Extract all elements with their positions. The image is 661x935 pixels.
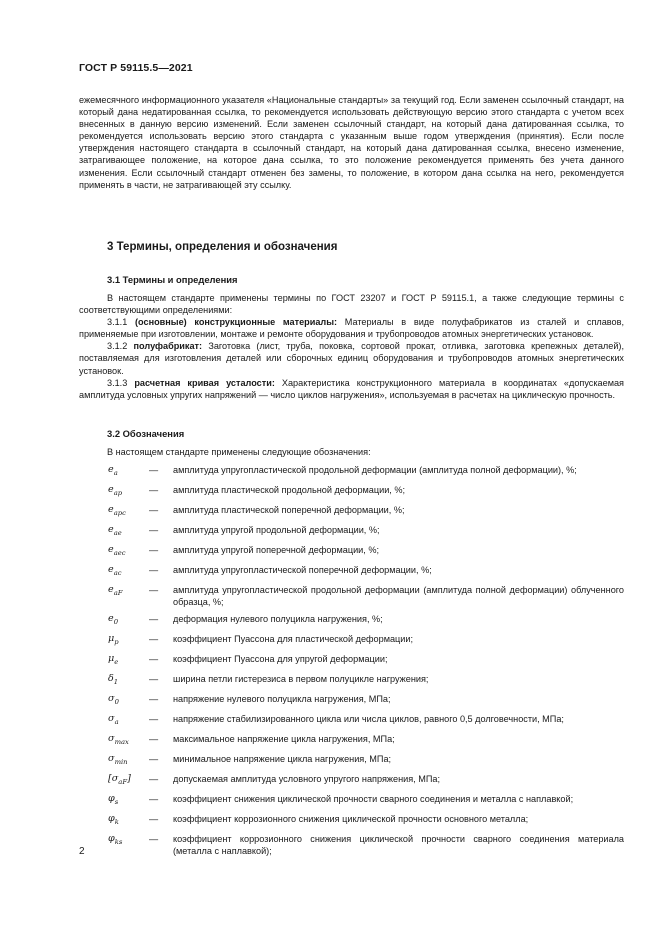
symbol-subscript: aF (113, 588, 123, 597)
symbol-description: ширина петли гистерезиса в первом полуцикле нагружения; (173, 674, 429, 685)
symbol-row (79, 504, 624, 519)
symbol-subscript: p (114, 638, 119, 647)
symbol-dash: — (149, 694, 159, 705)
symbol-subscript: ap (113, 488, 123, 497)
symbol-dash: — (149, 485, 159, 495)
symbol (108, 653, 149, 668)
symbol (108, 524, 149, 539)
symbol-row (79, 833, 624, 857)
symbol-base: e (108, 504, 114, 515)
symbol-row (79, 564, 624, 579)
symbol-description: амплитуда упругой поперечной деформации, %; (173, 545, 379, 555)
symbol (108, 793, 149, 808)
subsection-3-2-title: 3.2 Обозначения (107, 428, 185, 439)
section-3-title: 3 Термины, определения и обозначения (107, 241, 338, 253)
symbol (108, 693, 149, 708)
term-name: расчетная кривая усталости: (134, 377, 275, 388)
term-3-1-1 (79, 316, 624, 340)
term-number: 3.1.3 (107, 377, 135, 388)
term-3-1-2 (79, 340, 624, 376)
symbol-description: коэффициент снижения циклической прочности сварного соединения и металла с наплавкой; (173, 794, 574, 805)
symbol-subscript: 0 (113, 618, 119, 627)
symbol-row (79, 773, 624, 788)
symbol-dash: — (149, 465, 159, 475)
symbol-description: амплитуда упругопластической продольной деформации (амплитуда полной деформации) облученного образца, %; (173, 585, 624, 608)
symbol (108, 613, 149, 628)
symbol-row (79, 544, 624, 559)
symbol-base: [σ (108, 773, 119, 785)
symbol-base: e (108, 464, 114, 475)
symbol-description: напряжение стабилизированного цикла или числа циклов, равного 0,5 долговечности, МПа; (173, 714, 564, 725)
symbol-description: максимальное напряжение цикла нагружения, МПа; (173, 734, 395, 745)
symbol-dash: — (149, 565, 159, 575)
symbol (108, 564, 149, 579)
symbol (108, 544, 149, 559)
symbol-dash: — (149, 634, 159, 645)
symbol (108, 713, 149, 728)
symbol-base: μ (108, 653, 115, 665)
symbol-row (79, 524, 624, 539)
term-number: 3.1.1 (107, 317, 135, 328)
symbol-dash: — (149, 754, 159, 765)
symbol-base: e (108, 524, 114, 535)
symbol-base: φ (108, 793, 115, 805)
symbol-row (79, 813, 624, 828)
symbol-subscript: ac (113, 568, 122, 577)
symbol-subscript: max (114, 738, 129, 747)
symbol-description: коэффициент коррозионного снижения циклической прочности основного металла; (173, 814, 529, 825)
symbol-tail: ] (127, 773, 131, 785)
symbol-subscript: s (114, 798, 119, 807)
symbol-base: e (108, 564, 114, 575)
symbol-row (79, 733, 624, 748)
symbol-row (79, 653, 624, 668)
symbol-subscript: min (114, 758, 128, 767)
symbol-dash: — (149, 794, 159, 805)
symbol-base: δ (108, 673, 114, 685)
symbol-description: амплитуда пластической поперечной деформации, %; (173, 505, 405, 515)
symbol-description: деформация нулевого полуцикла нагружения, %; (173, 614, 383, 625)
symbol (108, 813, 149, 828)
symbol-dash: — (149, 734, 159, 745)
symbol-base: σ (108, 733, 115, 745)
symbol-row (79, 613, 624, 628)
symbol-subscript: k (114, 818, 119, 827)
intro-text: ежемесячного информационного указателя «Национальные стандарты» за текущий год. Если заменен ссылочный стандарт, на который дана недатированная ссылка, то рекомендуется использовать действующую версию этого стандарта с учетом всех внесенных в данную версию изменений. Если заменен ссылочный стандарт, на который дана датированная ссылка, то рекомендуется использовать версию этого стандарта с указанным выше годом утверждения (принятия). Если после утверждения настоящего стандарта в ссылочный стандарт, на который дана датированная ссылка, внесено изменение, затрагивающее положение, на которое дана ссылка, то это положение рекомендуется применять без учета данного изменения. Если ссылочный стандарт отменен без замены, то положение, в котором дана ссылка на него, рекомендуется применять в части, не затрагивающей эту ссылку. (79, 95, 624, 190)
symbol (108, 733, 149, 748)
intro-paragraph (79, 94, 624, 191)
symbol-description: коэффициент Пуассона для упругой деформации; (173, 654, 388, 665)
symbol-dash: — (149, 774, 159, 785)
symbol-row (79, 713, 624, 728)
symbol (108, 773, 149, 788)
symbols-list (79, 464, 624, 862)
document-header: ГОСТ Р 59115.5—2021 (79, 62, 193, 74)
symbol (108, 753, 149, 768)
symbol-description: минимальное напряжение цикла нагружения, МПа; (173, 754, 392, 765)
symbol-dash: — (149, 545, 159, 555)
symbol (108, 464, 149, 479)
symbol-row (79, 633, 624, 648)
symbol-description: амплитуда упругопластической продольной деформации (амплитуда полной деформации), %; (173, 465, 577, 475)
symbol (108, 833, 149, 857)
term-number: 3.1.2 (107, 341, 134, 352)
symbol-base: e (108, 484, 114, 495)
symbol (108, 584, 149, 608)
symbol-subscript: aF (118, 778, 128, 787)
term-definition: Заготовка (лист, труба, поковка, сортовой прокат, отливка, заготовка крепежных деталей), поставляемая для изготовления деталей или сборочных единиц оборудования и трубопроводов атомных энергетических установок. (79, 341, 624, 376)
symbol-dash: — (149, 654, 159, 665)
subsection-3-1-title: 3.1 Термины и определения (107, 274, 238, 285)
symbol-dash: — (149, 834, 159, 845)
symbol-subscript: ae (113, 528, 122, 537)
page-number: 2 (79, 846, 85, 857)
symbol-row (79, 693, 624, 708)
symbol-base: φ (108, 813, 115, 825)
symbol (108, 504, 149, 519)
symbol-row (79, 464, 624, 479)
symbol-subscript: a (114, 718, 119, 727)
symbol-base: σ (108, 753, 115, 765)
term-name: (основные) конструкционные материалы: (135, 317, 338, 328)
term-definition: Материалы в виде полуфабрикатов из сталей и сплавов, применяемые при изготовлении, монтаже и ремонте оборудования и трубопроводов атомных энергетических установок. (79, 317, 624, 340)
term-name: полуфабрикат: (133, 341, 203, 352)
symbol-dash: — (149, 585, 159, 595)
symbol (108, 484, 149, 499)
symbols-intro-text: В настоящем стандарте применены следующие обозначения: (107, 447, 371, 457)
symbol-description: допускаемая амплитуда условного упругого напряжения, МПа; (173, 774, 440, 785)
symbol (108, 633, 149, 648)
symbol-base: σ (108, 693, 115, 705)
terms-intro: В настоящем стандарте применены термины по ГОСТ 23207 и ГОСТ Р 59115.1, а также следующие термины с соответствующими определениями: (79, 293, 624, 316)
symbol-base: e (108, 544, 114, 555)
symbol-dash: — (149, 814, 159, 825)
symbol-description: амплитуда упругой продольной деформации, %; (173, 525, 380, 535)
symbol-base: e (108, 584, 114, 595)
symbol-dash: — (149, 674, 159, 685)
symbol-subscript: 0 (114, 698, 119, 707)
symbol-row (79, 793, 624, 808)
symbol (108, 673, 149, 688)
symbol-base: φ (108, 833, 115, 845)
symbol-base: σ (108, 713, 115, 725)
symbol-dash: — (149, 525, 159, 535)
term-3-1-3 (79, 377, 624, 401)
symbol-description: амплитуда упругопластической поперечной деформации, %; (173, 565, 432, 575)
symbol-description: коэффициент Пуассона для пластической деформации; (173, 634, 413, 645)
symbol-description: амплитуда пластической продольной деформации, %; (173, 485, 406, 495)
symbol-base: e (108, 613, 114, 625)
symbol-dash: — (149, 714, 159, 725)
symbol-dash: — (149, 505, 159, 515)
symbols-intro (79, 446, 624, 458)
symbol-subscript: ks (114, 838, 123, 847)
symbol-row (79, 753, 624, 768)
symbol-description: коэффициент коррозионного снижения циклической прочности сварного соединения материала (металла с наплавкой); (173, 834, 624, 857)
term-definition: Характеристика конструкционного материала в координатах «допускаемая амплитуда условных упругих напряжений — число циклов нагружения», используемая в расчетах на циклическую прочность. (79, 377, 624, 400)
symbol-subscript: 1 (113, 678, 119, 687)
symbol-row (79, 584, 624, 608)
symbol-row (79, 673, 624, 688)
symbol-description: напряжение нулевого полуцикла нагружения, МПа; (173, 694, 391, 705)
symbol-subscript: a (113, 468, 118, 477)
symbol-subscript: apc (113, 508, 126, 517)
symbol-base: μ (108, 633, 115, 645)
symbol-subscript: aec (113, 548, 126, 557)
subsection-3-1-body (79, 292, 624, 401)
symbol-row (79, 484, 624, 499)
symbol-dash: — (149, 614, 159, 625)
symbol-subscript: e (114, 658, 119, 667)
